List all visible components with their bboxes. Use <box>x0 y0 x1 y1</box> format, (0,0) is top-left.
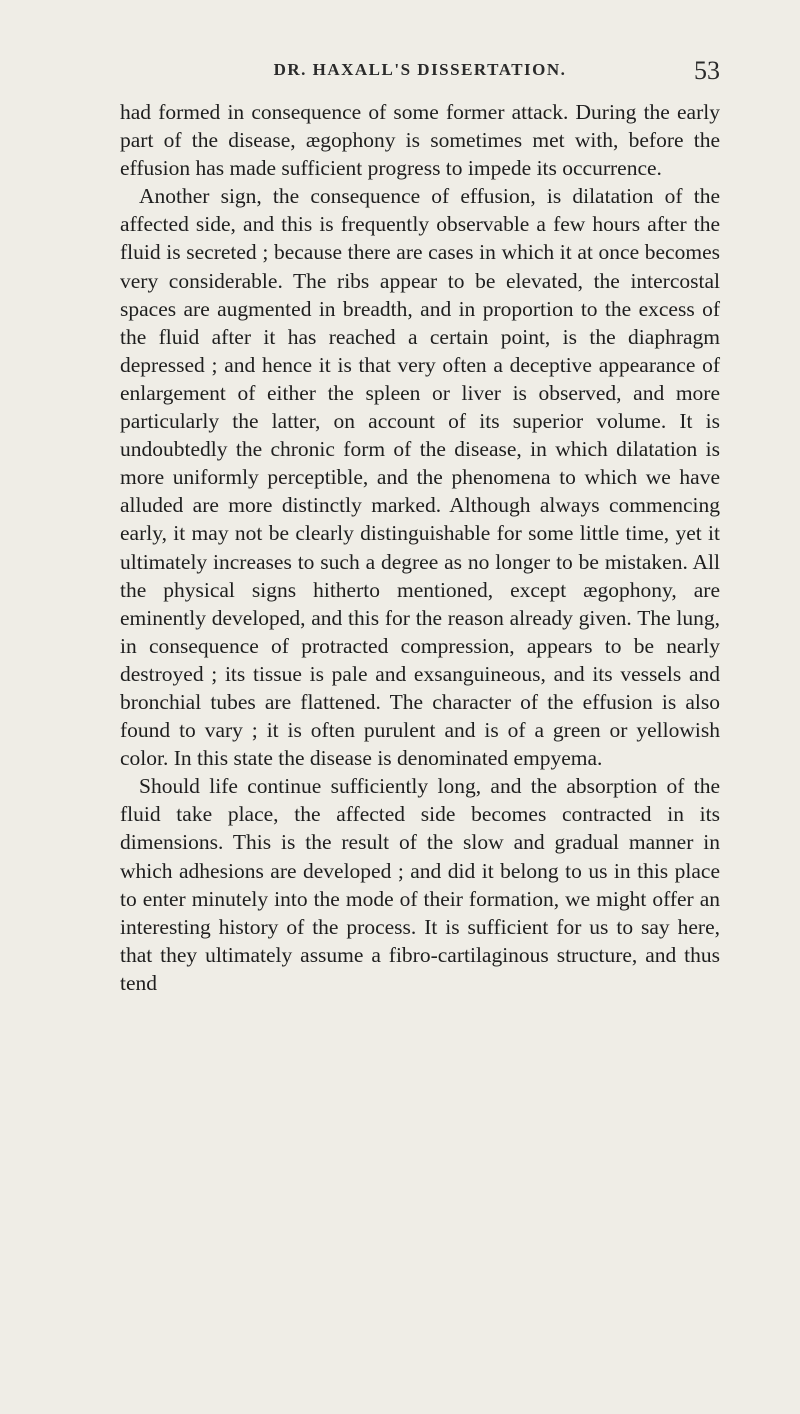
paragraph-continuation: had formed in consequence of some former attack. During the early part of the disease, ægophony is sometimes met with, before the effusion has made sufficient progress to impede its occurrence. <box>120 100 720 181</box>
paragraph-absorption: Should life continue sufficiently long, and the absorption of the fluid take place, the affected side becomes contracted in its dimensions. This is the result of the slow and gradual manner in which adhesions are developed ; and did it belong to us in this place to enter minutely into the mode of their formation, we might offer an interesting history of the process. It is sufficient for us to say here, that they ultimately assume a fibro-cartilaginous structure, and thus tend <box>120 774 720 995</box>
body-text <box>120 98 720 997</box>
paragraph-dilatation: Another sign, the consequence of effusion, is dilatation of the affected side, and this is frequently observable a few hours after the fluid is secreted ; because there are cases in which it at once becomes very considerable. The ribs appear to be elevated, the intercostal spaces are augmented in breadth, and in proportion to the excess of the fluid after it has reached a certain point, is the diaphragm depressed ; and hence it is that very often a deceptive appearance of enlargement of either the spleen or liver is observed, and more particularly the latter, on account of its superior volume. It is undoubtedly the chronic form of the disease, in which dilatation is more uniformly perceptible, and the phenomena to which we have alluded are more distinctly marked. Although always commencing early, it may not be clearly distinguishable for some little time, yet it ultimately increases to such a degree as no longer to be mistaken. All the physical signs hitherto mentioned, except ægophony, are eminently developed, and this for the reason already given. The lung, in consequence of protracted compression, appears to be nearly destroyed ; its tissue is pale and exsanguineous, and its vessels and bronchial tubes are flattened. The character of the effusion is also found to vary ; it is often purulent and is of a green or yellowish color. In this state the disease is denominated empyema. <box>120 184 720 771</box>
running-head: DR. HAXALL'S DISSERTATION. <box>273 60 567 79</box>
page-number: 53 <box>694 56 720 85</box>
page-header <box>120 56 720 84</box>
